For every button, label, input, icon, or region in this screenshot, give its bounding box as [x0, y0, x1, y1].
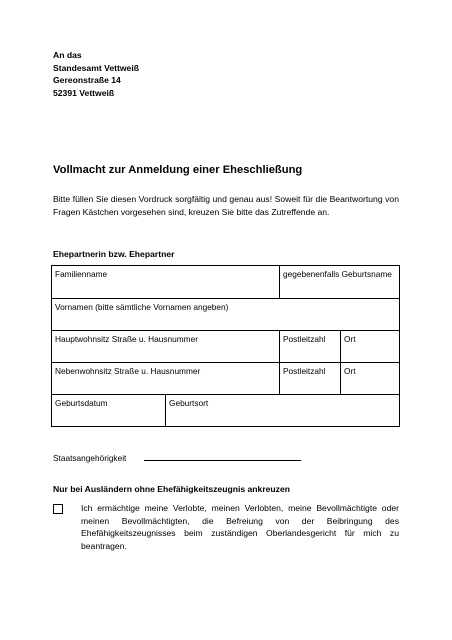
secondary-postal-code-field[interactable]: Postleitzahl: [280, 363, 341, 394]
main-postal-code-field[interactable]: Postleitzahl: [280, 331, 341, 362]
family-name-field[interactable]: Familienname: [52, 266, 280, 299]
consent-checkbox[interactable]: [53, 504, 63, 514]
main-residence-field[interactable]: Hauptwohnsitz Straße u. Hausnummer: [52, 331, 280, 363]
main-residence-postal-city: [280, 331, 400, 363]
recipient-address: [53, 49, 139, 99]
foreigners-heading: Nur bei Ausländern ohne Ehefähigkeitszeugnis ankreuzen: [53, 484, 291, 494]
partner-form-table: [51, 265, 400, 427]
secondary-city-field[interactable]: Ort: [344, 366, 356, 376]
secondary-residence-field[interactable]: Nebenwohnsitz Straße u. Hausnummer: [52, 363, 280, 395]
birth-place-field[interactable]: Geburtsort: [166, 395, 400, 427]
section-heading: Ehepartnerin bzw. Ehepartner: [53, 249, 175, 259]
document-title: Vollmacht zur Anmeldung einer Eheschließung: [53, 164, 303, 176]
address-line: Gereonstraße 14: [53, 75, 121, 85]
first-names-field[interactable]: Vornamen (bitte sämtliche Vornamen angeben): [52, 299, 400, 331]
nationality-input-line[interactable]: [144, 460, 301, 461]
nationality-label: Staatsangehörigkeit: [53, 453, 127, 463]
intro-paragraph: Bitte füllen Sie diesen Vordruck sorgfältig und genau aus! Soweit für die Beantwortung von Fragen Kästchen vorgesehen sind, kreuzen Sie bitte das Zutreffende an.: [53, 194, 399, 217]
address-line: An das: [53, 50, 82, 60]
secondary-residence-postal-city: [280, 363, 400, 395]
birth-date-field[interactable]: Geburtsdatum: [52, 395, 166, 427]
main-city-field[interactable]: Ort: [344, 334, 356, 344]
consent-text: Ich ermächtige meine Verlobte, meinen Verlobten, meine Bevollmächtigte oder meinen Bevollmächtigten, die Befreiung von der Beibringung des Ehefähigkeitszeugnisses beim zuständigen Oberlandesgericht für mich zu beantragen.: [81, 503, 399, 551]
birth-name-field[interactable]: gegebenenfalls Geburtsname: [280, 266, 400, 299]
address-line: Standesamt Vettweiß: [53, 62, 139, 73]
address-line: 52391 Vettweiß: [53, 87, 115, 98]
